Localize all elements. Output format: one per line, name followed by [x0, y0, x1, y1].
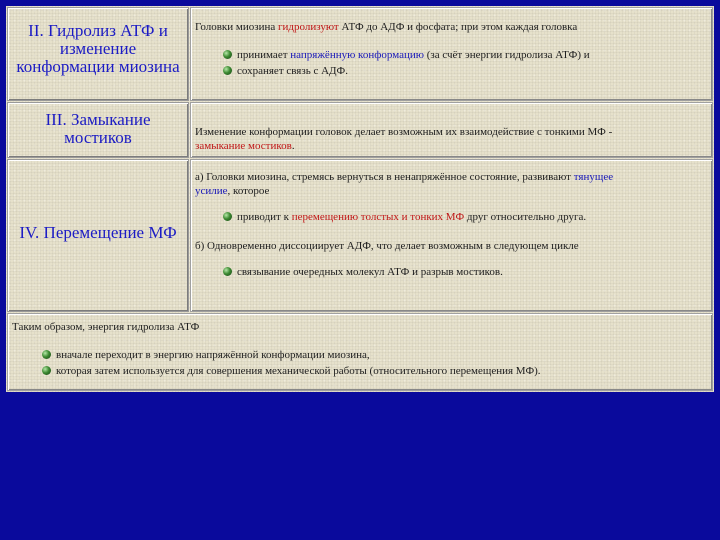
term-pulling: тянущее — [573, 171, 614, 183]
slide-panel — [6, 6, 714, 392]
term-force: усилие — [195, 185, 228, 197]
bullet-icon — [223, 212, 232, 221]
heading-line: мостиков — [64, 128, 132, 147]
list-item: приводит к перемещению толстых и тонких МФ друг относительно друга. — [223, 210, 706, 224]
part-b-text: б) Одновременно диссоциирует АДФ, что делает возможным в следующем цикле — [195, 240, 579, 252]
bullet-icon — [223, 50, 232, 59]
term-tense-conformation: напряжённую конформацию — [290, 49, 424, 61]
list-item: связывание очередных молекул АТФ и разрыв мостиков. — [223, 265, 706, 279]
part-a-text: а) Головки миозина, стремясь вернуться в ненапряжённое состояние, развивают тянущее усилие, которое — [195, 171, 614, 197]
list-item: сохраняет связь с АДФ. — [223, 64, 706, 78]
summary-box — [7, 313, 713, 391]
bullet-icon — [42, 366, 51, 375]
heading-line: II. Гидролиз АТФ и — [28, 21, 168, 40]
heading-line: IV. Перемещение МФ — [19, 223, 177, 242]
list-item: которая затем используется для совершения механической работы (относительного перемещения МФ). — [42, 364, 706, 378]
content-bridge-closing: Изменение конформации головок делает возможным их взаимодействие с тонкими МФ - замыкание мостиков. — [190, 102, 713, 158]
list-item: вначале переходит в энергию напряжённой конформации миозина, — [42, 348, 706, 362]
intro-text: Головки миозина гидролизуют АТФ до АДФ и фосфата; при этом каждая головка — [195, 21, 578, 33]
summary-intro: Таким образом, энергия гидролиза АТФ — [12, 321, 200, 333]
term-hydrolyze: гидролизуют — [278, 21, 339, 33]
bullet-icon — [223, 267, 232, 276]
bullet-icon — [223, 66, 232, 75]
content-atp-hydrolysis — [190, 7, 713, 101]
bullet-icon — [42, 350, 51, 359]
heading-line: изменение — [59, 39, 137, 58]
heading-filament-movement — [7, 159, 189, 312]
heading-line: конформации миозина — [16, 57, 180, 76]
content-filament-movement — [190, 159, 713, 312]
term-bridge-closing: замыкание мостиков — [195, 140, 292, 152]
heading-atp-hydrolysis — [7, 7, 189, 101]
heading-line: III. Замыкание — [45, 110, 151, 129]
heading-bridge-closing — [7, 102, 189, 158]
list-item: принимает напряжённую конформацию (за счёт энергии гидролиза АТФ) и — [223, 48, 706, 62]
term-filament-movement: перемещению толстых и тонких МФ — [291, 211, 465, 223]
